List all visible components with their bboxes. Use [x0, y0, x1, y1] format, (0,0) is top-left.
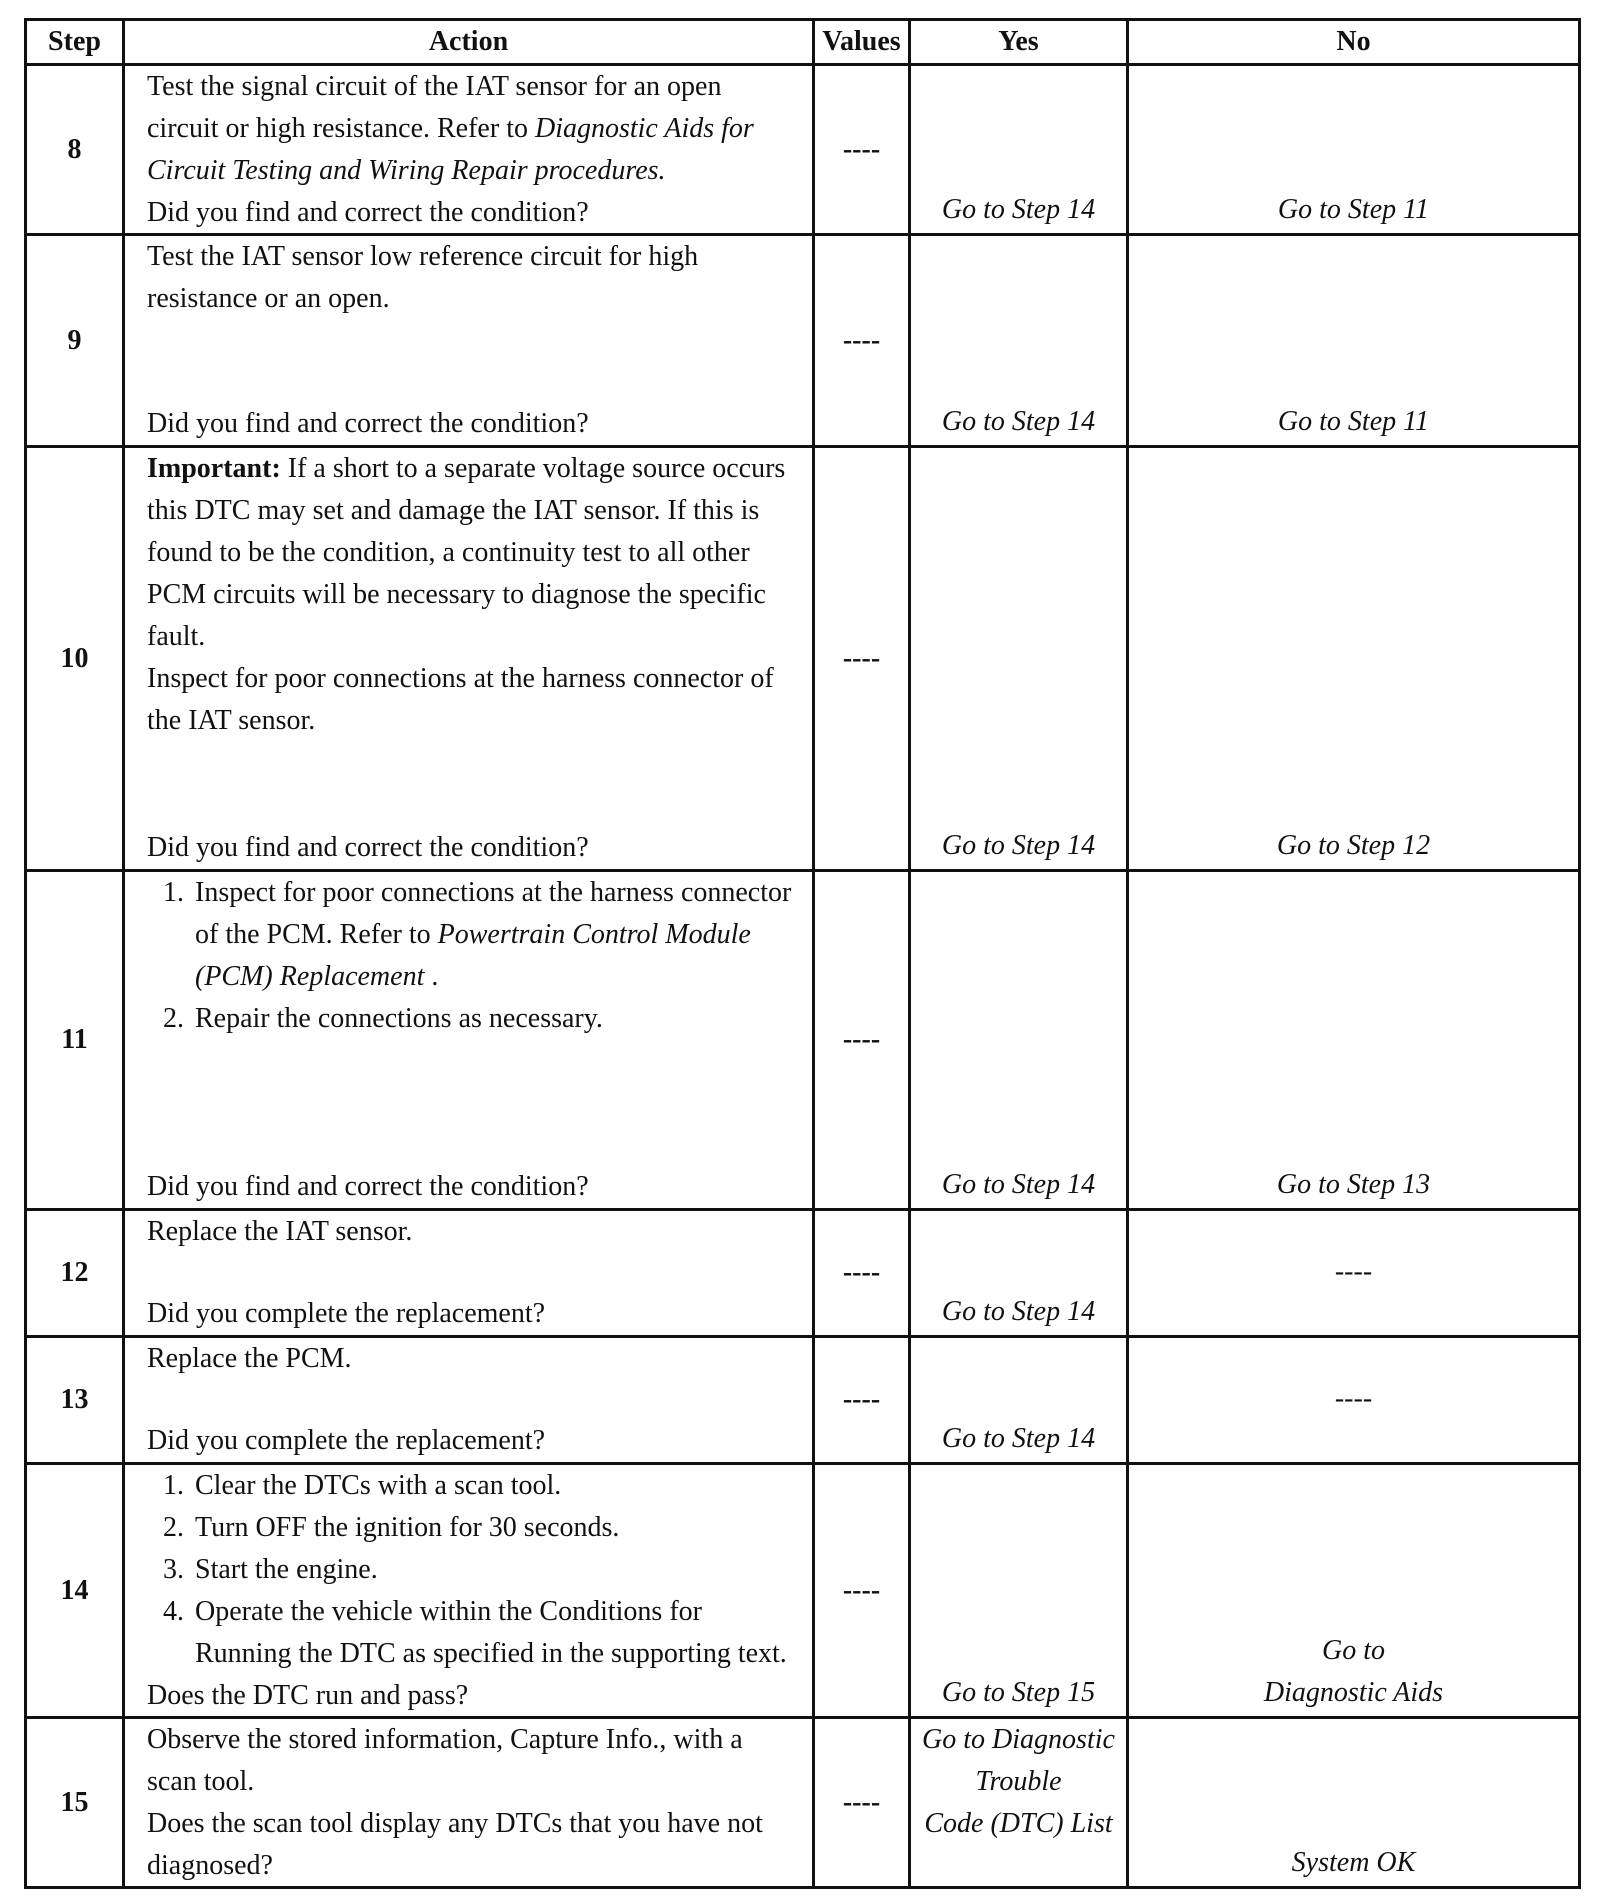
reference-link[interactable]: Diagnostic Aids for Circuit Testing and Wiring Repair procedures.	[147, 113, 754, 186]
no-cell-line: Diagnostic Aids	[1263, 1677, 1444, 1708]
values-cell: ----	[814, 1718, 910, 1888]
no-cell: ----	[1128, 1210, 1580, 1337]
action-question: Did you complete the replacement?	[147, 1425, 546, 1456]
yes-cell[interactable]: Go to Step 14	[910, 1210, 1128, 1337]
no-cell[interactable]: Go to Step 13	[1128, 871, 1580, 1210]
no-cell[interactable]: System OK	[1128, 1718, 1580, 1888]
yes-cell-line: Go to Diagnostic	[922, 1724, 1115, 1755]
yes-cell[interactable]: Go to Step 14	[910, 447, 1128, 871]
list-item: 2. Repair the connections as necessary.	[191, 998, 796, 1040]
table-row	[26, 65, 1580, 235]
header-step: Step	[26, 20, 124, 65]
list-item	[191, 872, 796, 998]
action-cell	[124, 1337, 814, 1464]
action-cell	[124, 871, 814, 1210]
table-row	[26, 447, 1580, 871]
step-number: 9	[26, 235, 124, 447]
action-instruction: Inspect for poor connections at the harness connector of the IAT sensor.	[147, 663, 774, 736]
action-steps-list	[147, 872, 796, 1040]
header-yes: Yes	[910, 20, 1128, 65]
action-text	[147, 66, 796, 192]
reference-link[interactable]: Powertrain Control Module (PCM) Replacement	[195, 919, 751, 992]
yes-cell[interactable]: Go to Step 14	[910, 1337, 1128, 1464]
values-cell: ----	[814, 1210, 910, 1337]
values-cell: ----	[814, 1464, 910, 1718]
yes-cell[interactable]: Go to Step 14	[910, 871, 1128, 1210]
step-number: 15	[26, 1718, 124, 1888]
action-question: Did you find and correct the condition?	[147, 1171, 589, 1202]
no-cell[interactable]	[1128, 1464, 1580, 1718]
action-steps-list	[147, 1465, 796, 1675]
diagnostic-table	[24, 18, 1581, 1889]
values-cell: ----	[814, 1337, 910, 1464]
list-item: 1. Clear the DTCs with a scan tool.	[191, 1465, 796, 1507]
header-action: Action	[124, 20, 814, 65]
header-row	[26, 20, 1580, 65]
step-number: 10	[26, 447, 124, 871]
yes-cell[interactable]: Go to Step 14	[910, 65, 1128, 235]
no-cell: ----	[1128, 1337, 1580, 1464]
yes-cell[interactable]	[910, 1718, 1128, 1888]
action-cell	[124, 447, 814, 871]
step-number: 14	[26, 1464, 124, 1718]
action-text: Replace the PCM.	[147, 1343, 352, 1374]
action-cell	[124, 1464, 814, 1718]
no-cell[interactable]: Go to Step 11	[1128, 235, 1580, 447]
yes-cell-line: Trouble	[975, 1766, 1062, 1797]
table-row	[26, 235, 1580, 447]
action-question: Did you find and correct the condition?	[147, 408, 589, 439]
values-cell: ----	[814, 871, 910, 1210]
action-text	[147, 448, 796, 742]
step-number: 8	[26, 65, 124, 235]
action-question: Did you complete the replacement?	[147, 1298, 546, 1329]
header-no: No	[1128, 20, 1580, 65]
action-cell	[124, 235, 814, 447]
action-question: Did you find and correct the condition?	[147, 197, 589, 228]
table-row	[26, 1337, 1580, 1464]
diagnostic-table-sheet	[24, 18, 1578, 1889]
action-text: Replace the IAT sensor.	[147, 1216, 413, 1247]
action-question: Does the scan tool display any DTCs that you have not diagnosed?	[147, 1808, 763, 1881]
important-label: Important:	[147, 453, 281, 484]
table-row	[26, 1464, 1580, 1718]
step-number: 13	[26, 1337, 124, 1464]
action-question: Does the DTC run and pass?	[147, 1680, 469, 1711]
action-text: Test the IAT sensor low reference circuit for high resistance or an open.	[147, 241, 699, 314]
action-cell	[124, 1210, 814, 1337]
action-question: Did you find and correct the condition?	[147, 832, 589, 863]
action-instruction: Test the signal circuit of the IAT sensor for an open circuit or high resistance. Refer to	[147, 71, 722, 144]
no-cell[interactable]: Go to Step 12	[1128, 447, 1580, 871]
no-cell-line: Go to	[1322, 1635, 1385, 1666]
list-item-end: .	[424, 961, 439, 992]
table-row	[26, 1718, 1580, 1888]
action-cell	[124, 65, 814, 235]
list-item: 4. Operate the vehicle within the Conditions for Running the DTC as specified in the supporting text.	[191, 1591, 796, 1675]
list-item: 2. Turn OFF the ignition for 30 seconds.	[191, 1507, 796, 1549]
values-cell: ----	[814, 447, 910, 871]
step-number: 11	[26, 871, 124, 1210]
table-row	[26, 1210, 1580, 1337]
action-cell	[124, 1718, 814, 1888]
values-cell: ----	[814, 65, 910, 235]
header-values: Values	[814, 20, 910, 65]
values-cell: ----	[814, 235, 910, 447]
yes-cell[interactable]: Go to Step 15	[910, 1464, 1128, 1718]
yes-cell[interactable]: Go to Step 14	[910, 235, 1128, 447]
yes-cell-line: Code (DTC) List	[924, 1808, 1113, 1839]
step-number: 12	[26, 1210, 124, 1337]
no-cell[interactable]: Go to Step 11	[1128, 65, 1580, 235]
list-item-text: Inspect for poor connections at the harness connector of the PCM. Refer to	[195, 877, 792, 950]
list-item: 3. Start the engine.	[191, 1549, 796, 1591]
action-text: Observe the stored information, Capture Info., with a scan tool.	[147, 1724, 743, 1797]
important-text: If a short to a separate voltage source occurs this DTC may set and damage the IAT sensor. If this is found to be the condition, a continuity test to all other PCM circuits will be necessary to diagnose the specific fault.	[147, 453, 786, 652]
table-row	[26, 871, 1580, 1210]
